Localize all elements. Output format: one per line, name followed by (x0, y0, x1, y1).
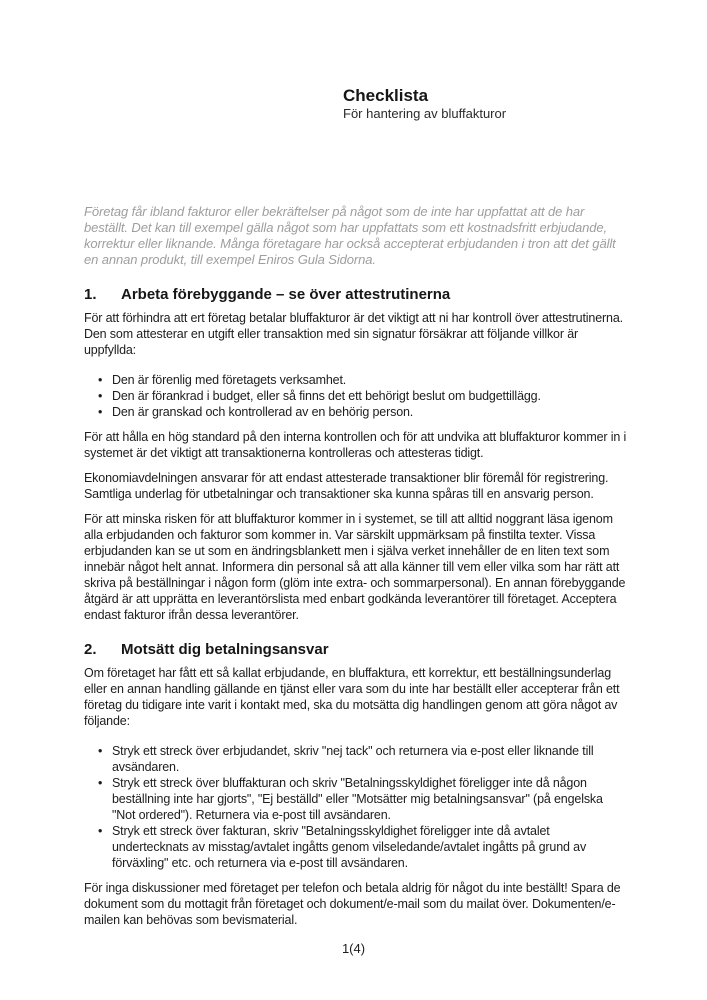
bullet-item: • Stryk ett streck över bluffakturan och skriv "Betalningsskyldighet föreligger inte då någon beställning inte har gjorts", "Ej beställd" eller "Motsätter mig betalningsansvar" (på engelska "Not ordered"). Returnera via e-post till avsändaren. (84, 775, 627, 823)
bullet-item: • Stryk ett streck över fakturan, skriv "Betalningsskyldighet föreligger inte då avtalet undertecknats av misstag/avtalet ingåtts genom vilseledande/avtalet ingåtts på grund av förväxling" etc. och returnera via e-post till avsändaren. (84, 823, 627, 871)
document-header (343, 0, 627, 122)
section-1-heading (84, 286, 627, 304)
page-subtitle: För hantering av bluffakturor (343, 106, 507, 121)
section-1-paragraph: Ekonomiavdelningen ansvarar för att endast attesterade transaktioner blir föremål för registrering. Samtliga underlag för utbetalningar och transaktioner ska kunna spåras till en ansvarig person. (84, 471, 609, 501)
section-2-heading (84, 641, 627, 659)
section-2-lead-paragraph: Om företaget har fått ett så kallat erbjudande, en bluffaktura, ett korrektur, ett beställningsunderlag eller en annan handling gällande en tjänst eller vara som du inte har beställt eller accepterar från ett företag du tidigare inte varit i kontakt med, ska du motsätta dig handlingen genom att göra något av följande: (84, 666, 620, 728)
page-footer (0, 941, 707, 956)
section-1-lead-paragraph: För att förhindra att ert företag betalar bluffakturor är det viktigt att ni har kontroll över attestrutinerna. Den som attesterar en utgift eller transaktion med sin signatur försäkrar att följande villkor är uppfyllda: (84, 311, 623, 357)
section-2-paragraph: För inga diskussioner med företaget per telefon och betala aldrig för något du inte beställt! Spara de dokument som du mottagit från företaget och dokument/e-mail som du mailat över. Dokumenten/e-mailen kan behövas som bevismaterial. (84, 881, 621, 927)
section-1-paragraph: För att hålla en hög standard på den interna kontrollen och för att undvika att bluffakturor kommer in i systemet är det viktigt att transaktionerna kontrolleras och attesteras tidigt. (84, 430, 627, 460)
bullet-item: • Den är förenlig med företagets verksamhet. (84, 372, 627, 388)
section-1-title: Arbeta förebyggande – se över attestrutinerna (121, 286, 451, 303)
bullet-item: • Den är granskad och kontrollerad av en behörig person. (84, 404, 627, 420)
bullet-item: • Stryk ett streck över erbjudandet, skriv "nej tack" och returnera via e-post eller liknande till avsändaren. (84, 743, 627, 775)
section-arbeta-forebyggande (84, 286, 627, 623)
bullet-item: • Den är förankrad i budget, eller så finns det ett behörigt beslut om budgettillägg. (84, 388, 627, 404)
section-2-title: Motsätt dig betalningsansvar (121, 641, 329, 658)
page-title: Checklista (343, 86, 429, 105)
section-2-bullet-list (84, 743, 627, 871)
page-number: 1(4) (341, 941, 366, 956)
section-1-paragraph: För att minska risken för att bluffakturor kommer in i systemet, se till att alltid noggrant läsa igenom alla erbjudanden och fakturor som kommer in. Var särskilt uppmärksam på finstilta texter. Vissa erbjudanden kan se ut som en ändringsblankett men i själva verket innehåller de en liten text som innebär något helt annat. Informera din personal så att alla känner till vem eller vilka som har rätt att skriva på beställningar i någon form (glöm inte extra- och sommarpersonal). En annan förebyggande åtgärd är att upprätta en leverantörslista med enbart godkända leverantörer till företaget. Acceptera endast fakturor ifrån dessa leverantörer. (84, 512, 626, 622)
section-2-number: 2. (84, 641, 97, 658)
intro-paragraph: Företag får ibland fakturor eller bekräftelser på något som de inte har uppfattat att de har beställt. Det kan till exempel gälla något som har uppfattats som ett kostnadsfritt erbjudande, korrektur eller liknande. Många företagare har också accepterat erbjudanden i tron att det gällt en annan produkt, till exempel Eniros Gula Sidorna. (84, 204, 616, 267)
section-1-number: 1. (84, 286, 97, 303)
section-motsatt-dig-betalningsansvar (84, 641, 627, 928)
section-1-bullet-list (84, 372, 627, 420)
